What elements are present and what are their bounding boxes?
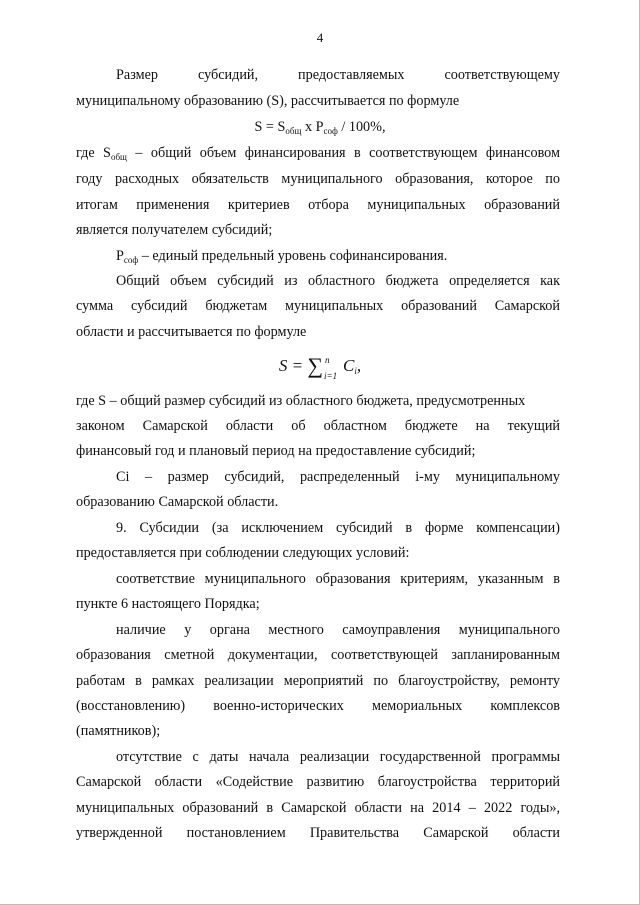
- text-line: Общий объем субсидий из областного бюджета определяется как: [116, 273, 560, 289]
- text-line: Ci – размер субсидий, распределенный i-му муниципальному: [116, 469, 560, 485]
- text-line: [116, 247, 560, 269]
- text-line: наличие у органа местного самоуправления муниципального: [116, 622, 560, 638]
- text-line: [76, 144, 560, 166]
- sum-upper-limit: n: [325, 355, 330, 366]
- text-line: пункте 6 настоящего Порядка;: [76, 596, 260, 612]
- text-line: 9. Субсидии (за исключением субсидий в форме компенсации): [116, 520, 560, 536]
- text-line: Размер субсидий, предоставляемых соответствующему: [116, 67, 560, 83]
- text-line: отсутствие с даты начала реализации государственной программы: [116, 749, 560, 765]
- formula-part: / 100%,: [337, 119, 386, 135]
- formula-end: ,: [356, 356, 362, 375]
- text-line: муниципальных образований в Самарской области на 2014 – 2022 годы»,: [76, 800, 560, 816]
- text-line: (памятников);: [76, 723, 161, 739]
- text-line: финансовый год и плановый период на предоставление субсидий;: [76, 443, 476, 459]
- formula-term: C: [343, 356, 355, 375]
- sum-limits: [323, 355, 343, 382]
- formula-subsidy-size: [0, 118, 640, 140]
- text-line: итогам применения критериев отбора муниципальных образований: [76, 197, 560, 213]
- sum-symbol: ∑: [307, 353, 324, 378]
- formula-term-index: i: [354, 366, 357, 376]
- formula-subscript: общ: [285, 126, 302, 136]
- text-line: области и рассчитывается по формуле: [76, 324, 307, 340]
- text-part: – единый предельный уровень софинансирования.: [138, 248, 448, 264]
- text-line: (восстановлению) военно-исторических мемориальных комплексов: [76, 698, 560, 714]
- sum-lower-limit: i=1: [324, 371, 338, 382]
- text-line: работам в рамках реализации мероприятий по благоустройству, ремонту: [76, 673, 560, 689]
- text-line: законом Самарской области об областном бюджете на текущий: [76, 418, 560, 434]
- text-part: P: [116, 248, 124, 264]
- page-number: 4: [316, 30, 324, 45]
- formula-total-subsidy: [0, 353, 640, 382]
- formula-part: S = S: [254, 119, 286, 135]
- text-line: образованию Самарской области.: [76, 494, 279, 510]
- text-line: сумма субсидий бюджетам муниципальных образований Самарской: [76, 298, 560, 314]
- text-line: образования сметной документации, соответствующей запланированным: [76, 647, 560, 663]
- text-subscript: общ: [110, 152, 127, 162]
- text-line: предоставляется при соблюдении следующих условий:: [76, 545, 410, 561]
- formula-part: x P: [301, 119, 324, 135]
- text-part: – общий объем финансирования в соответствующем финансовом: [126, 145, 560, 161]
- text-line: муниципальному образованию (S), рассчитывается по формуле: [76, 93, 460, 109]
- text-line: утвержденной постановлением Правительства Самарской области: [76, 825, 560, 841]
- text-line: Самарской области «Содействие развитию благоустройства территорий: [76, 774, 560, 790]
- text-subscript: соф: [123, 255, 139, 265]
- formula-subscript: соф: [323, 126, 338, 136]
- text-line: соответствие муниципального образования критериям, указанным в: [116, 571, 560, 587]
- text-line: является получателем субсидий;: [76, 222, 273, 238]
- text-part: где S: [76, 145, 111, 161]
- text-line: году расходных обязательств муниципального образования, которое по: [76, 171, 560, 187]
- text-line: где S – общий размер субсидий из областного бюджета, предусмотренных: [76, 393, 526, 409]
- formula-lhs: S =: [278, 356, 308, 375]
